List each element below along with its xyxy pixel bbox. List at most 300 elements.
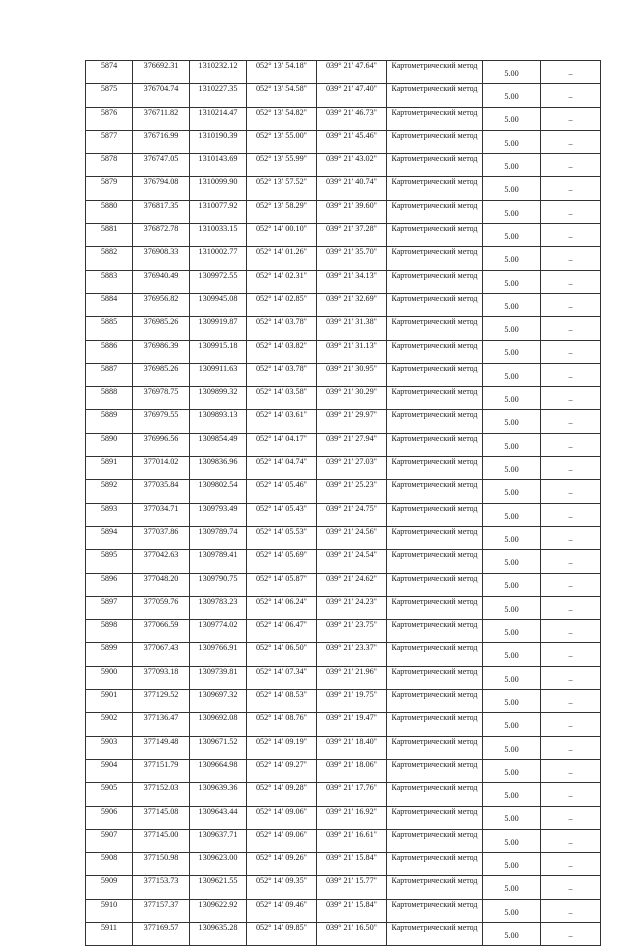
table-row <box>86 293 601 316</box>
longitude-cell: 039° 21' 25.23" <box>317 480 387 503</box>
table-row <box>86 922 601 945</box>
x-coordinate-cell: 377066.59 <box>133 620 190 643</box>
longitude-cell: 039° 21' 24.56" <box>317 526 387 549</box>
note-cell: – <box>541 573 601 596</box>
longitude-cell: 039° 21' 30.95" <box>317 363 387 386</box>
method-cell: Картометрический метод <box>387 130 483 153</box>
x-coordinate-cell: 377035.84 <box>133 480 190 503</box>
latitude-cell: 052° 14' 09.27" <box>247 759 317 782</box>
point-number-cell: 5879 <box>86 177 133 200</box>
note-cell: – <box>541 736 601 759</box>
method-cell: Картометрический метод <box>387 503 483 526</box>
table-row <box>86 783 601 806</box>
table-row <box>86 526 601 549</box>
latitude-cell: 052° 14' 09.35" <box>247 876 317 899</box>
x-coordinate-cell: 377150.98 <box>133 853 190 876</box>
latitude-cell: 052° 14' 03.78" <box>247 317 317 340</box>
table-row <box>86 457 601 480</box>
table-row <box>86 666 601 689</box>
accuracy-cell: 5.00 <box>483 457 541 480</box>
latitude-cell: 052° 13' 54.58" <box>247 84 317 107</box>
coordinates-table-body <box>86 61 601 946</box>
point-number-cell: 5885 <box>86 317 133 340</box>
y-coordinate-cell: 1309789.74 <box>190 526 247 549</box>
point-number-cell: 5898 <box>86 620 133 643</box>
accuracy-cell: 5.00 <box>483 200 541 223</box>
point-number-cell: 5876 <box>86 107 133 130</box>
latitude-cell: 052° 14' 07.34" <box>247 666 317 689</box>
longitude-cell: 039° 21' 23.37" <box>317 643 387 666</box>
accuracy-cell: 5.00 <box>483 666 541 689</box>
point-number-cell: 5908 <box>86 853 133 876</box>
note-cell: – <box>541 853 601 876</box>
point-number-cell: 5881 <box>86 224 133 247</box>
accuracy-cell: 5.00 <box>483 480 541 503</box>
point-number-cell: 5910 <box>86 899 133 922</box>
accuracy-cell: 5.00 <box>483 387 541 410</box>
table-row <box>86 713 601 736</box>
method-cell: Картометрический метод <box>387 899 483 922</box>
longitude-cell: 039° 21' 15.84" <box>317 853 387 876</box>
latitude-cell: 052° 14' 09.46" <box>247 899 317 922</box>
longitude-cell: 039° 21' 18.06" <box>317 759 387 782</box>
table-row <box>86 596 601 619</box>
latitude-cell: 052° 14' 03.78" <box>247 363 317 386</box>
x-coordinate-cell: 376985.26 <box>133 317 190 340</box>
point-number-cell: 5897 <box>86 596 133 619</box>
y-coordinate-cell: 1309697.32 <box>190 690 247 713</box>
note-cell: – <box>541 713 601 736</box>
latitude-cell: 052° 14' 08.53" <box>247 690 317 713</box>
note-cell: – <box>541 130 601 153</box>
point-number-cell: 5906 <box>86 806 133 829</box>
latitude-cell: 052° 14' 09.06" <box>247 829 317 852</box>
point-number-cell: 5911 <box>86 922 133 945</box>
point-number-cell: 5882 <box>86 247 133 270</box>
latitude-cell: 052° 13' 54.82" <box>247 107 317 130</box>
accuracy-cell: 5.00 <box>483 130 541 153</box>
latitude-cell: 052° 14' 01.26" <box>247 247 317 270</box>
table-row <box>86 177 601 200</box>
accuracy-cell: 5.00 <box>483 899 541 922</box>
point-number-cell: 5877 <box>86 130 133 153</box>
point-number-cell: 5905 <box>86 783 133 806</box>
accuracy-cell: 5.00 <box>483 829 541 852</box>
point-number-cell: 5878 <box>86 154 133 177</box>
x-coordinate-cell: 376956.82 <box>133 293 190 316</box>
method-cell: Картометрический метод <box>387 783 483 806</box>
accuracy-cell: 5.00 <box>483 690 541 713</box>
latitude-cell: 052° 14' 06.47" <box>247 620 317 643</box>
longitude-cell: 039° 21' 32.69" <box>317 293 387 316</box>
longitude-cell: 039° 21' 47.64" <box>317 61 387 84</box>
y-coordinate-cell: 1309664.98 <box>190 759 247 782</box>
x-coordinate-cell: 376978.75 <box>133 387 190 410</box>
table-row <box>86 107 601 130</box>
table-row <box>86 759 601 782</box>
table-row <box>86 154 601 177</box>
longitude-cell: 039° 21' 24.54" <box>317 550 387 573</box>
x-coordinate-cell: 376704.74 <box>133 84 190 107</box>
latitude-cell: 052° 14' 03.58" <box>247 387 317 410</box>
longitude-cell: 039° 21' 21.96" <box>317 666 387 689</box>
table-row <box>86 853 601 876</box>
coordinates-table <box>85 60 601 946</box>
note-cell: – <box>541 433 601 456</box>
note-cell: – <box>541 457 601 480</box>
accuracy-cell: 5.00 <box>483 526 541 549</box>
note-cell: – <box>541 666 601 689</box>
y-coordinate-cell: 1309836.96 <box>190 457 247 480</box>
point-number-cell: 5901 <box>86 690 133 713</box>
point-number-cell: 5883 <box>86 270 133 293</box>
method-cell: Картометрический метод <box>387 410 483 433</box>
longitude-cell: 039° 21' 23.75" <box>317 620 387 643</box>
note-cell: – <box>541 899 601 922</box>
latitude-cell: 052° 14' 05.53" <box>247 526 317 549</box>
method-cell: Картометрический метод <box>387 550 483 573</box>
note-cell: – <box>541 387 601 410</box>
latitude-cell: 052° 14' 03.82" <box>247 340 317 363</box>
method-cell: Картометрический метод <box>387 387 483 410</box>
note-cell: – <box>541 526 601 549</box>
note-cell: – <box>541 480 601 503</box>
point-number-cell: 5887 <box>86 363 133 386</box>
method-cell: Картометрический метод <box>387 340 483 363</box>
table-row <box>86 899 601 922</box>
x-coordinate-cell: 377145.00 <box>133 829 190 852</box>
point-number-cell: 5892 <box>86 480 133 503</box>
table-row <box>86 410 601 433</box>
latitude-cell: 052° 13' 54.18" <box>247 61 317 84</box>
longitude-cell: 039° 21' 18.40" <box>317 736 387 759</box>
point-number-cell: 5907 <box>86 829 133 852</box>
longitude-cell: 039° 21' 16.92" <box>317 806 387 829</box>
accuracy-cell: 5.00 <box>483 247 541 270</box>
latitude-cell: 052° 14' 08.76" <box>247 713 317 736</box>
latitude-cell: 052° 14' 09.19" <box>247 736 317 759</box>
note-cell: – <box>541 829 601 852</box>
note-cell: – <box>541 363 601 386</box>
table-row <box>86 387 601 410</box>
accuracy-cell: 5.00 <box>483 107 541 130</box>
note-cell: – <box>541 643 601 666</box>
table-row <box>86 224 601 247</box>
note-cell: – <box>541 759 601 782</box>
note-cell: – <box>541 806 601 829</box>
x-coordinate-cell: 377129.52 <box>133 690 190 713</box>
y-coordinate-cell: 1309766.91 <box>190 643 247 666</box>
table-row <box>86 247 601 270</box>
longitude-cell: 039° 21' 37.28" <box>317 224 387 247</box>
accuracy-cell: 5.00 <box>483 503 541 526</box>
longitude-cell: 039° 21' 34.13" <box>317 270 387 293</box>
table-row <box>86 317 601 340</box>
x-coordinate-cell: 376711.82 <box>133 107 190 130</box>
point-number-cell: 5890 <box>86 433 133 456</box>
point-number-cell: 5875 <box>86 84 133 107</box>
longitude-cell: 039° 21' 35.70" <box>317 247 387 270</box>
accuracy-cell: 5.00 <box>483 876 541 899</box>
x-coordinate-cell: 377152.03 <box>133 783 190 806</box>
method-cell: Картометрический метод <box>387 573 483 596</box>
x-coordinate-cell: 377145.08 <box>133 806 190 829</box>
y-coordinate-cell: 1309643.44 <box>190 806 247 829</box>
y-coordinate-cell: 1309919.87 <box>190 317 247 340</box>
y-coordinate-cell: 1310002.77 <box>190 247 247 270</box>
note-cell: – <box>541 177 601 200</box>
accuracy-cell: 5.00 <box>483 363 541 386</box>
accuracy-cell: 5.00 <box>483 317 541 340</box>
note-cell: – <box>541 224 601 247</box>
latitude-cell: 052° 14' 03.61" <box>247 410 317 433</box>
y-coordinate-cell: 1309790.75 <box>190 573 247 596</box>
x-coordinate-cell: 377157.37 <box>133 899 190 922</box>
table-row <box>86 200 601 223</box>
y-coordinate-cell: 1310143.69 <box>190 154 247 177</box>
table-row <box>86 433 601 456</box>
latitude-cell: 052° 14' 05.46" <box>247 480 317 503</box>
method-cell: Картометрический метод <box>387 643 483 666</box>
y-coordinate-cell: 1309789.41 <box>190 550 247 573</box>
method-cell: Картометрический метод <box>387 922 483 945</box>
table-row <box>86 340 601 363</box>
x-coordinate-cell: 377153.73 <box>133 876 190 899</box>
y-coordinate-cell: 1310232.12 <box>190 61 247 84</box>
y-coordinate-cell: 1309692.08 <box>190 713 247 736</box>
method-cell: Картометрический метод <box>387 200 483 223</box>
note-cell: – <box>541 596 601 619</box>
longitude-cell: 039° 21' 19.75" <box>317 690 387 713</box>
y-coordinate-cell: 1310214.47 <box>190 107 247 130</box>
x-coordinate-cell: 376979.55 <box>133 410 190 433</box>
x-coordinate-cell: 377169.57 <box>133 922 190 945</box>
y-coordinate-cell: 1309854.49 <box>190 433 247 456</box>
method-cell: Картометрический метод <box>387 433 483 456</box>
table-row <box>86 550 601 573</box>
accuracy-cell: 5.00 <box>483 573 541 596</box>
point-number-cell: 5874 <box>86 61 133 84</box>
latitude-cell: 052° 14' 09.28" <box>247 783 317 806</box>
accuracy-cell: 5.00 <box>483 154 541 177</box>
x-coordinate-cell: 377093.18 <box>133 666 190 689</box>
x-coordinate-cell: 377067.43 <box>133 643 190 666</box>
note-cell: – <box>541 84 601 107</box>
y-coordinate-cell: 1309635.28 <box>190 922 247 945</box>
table-row <box>86 643 601 666</box>
note-cell: – <box>541 154 601 177</box>
accuracy-cell: 5.00 <box>483 84 541 107</box>
x-coordinate-cell: 376872.78 <box>133 224 190 247</box>
point-number-cell: 5888 <box>86 387 133 410</box>
x-coordinate-cell: 376716.99 <box>133 130 190 153</box>
point-number-cell: 5884 <box>86 293 133 316</box>
note-cell: – <box>541 550 601 573</box>
point-number-cell: 5896 <box>86 573 133 596</box>
longitude-cell: 039° 21' 17.76" <box>317 783 387 806</box>
latitude-cell: 052° 14' 02.85" <box>247 293 317 316</box>
method-cell: Картометрический метод <box>387 690 483 713</box>
method-cell: Картометрический метод <box>387 666 483 689</box>
x-coordinate-cell: 376794.08 <box>133 177 190 200</box>
point-number-cell: 5904 <box>86 759 133 782</box>
y-coordinate-cell: 1310033.15 <box>190 224 247 247</box>
x-coordinate-cell: 377059.76 <box>133 596 190 619</box>
accuracy-cell: 5.00 <box>483 713 541 736</box>
y-coordinate-cell: 1309671.52 <box>190 736 247 759</box>
x-coordinate-cell: 377136.47 <box>133 713 190 736</box>
note-cell: – <box>541 340 601 363</box>
longitude-cell: 039° 21' 40.74" <box>317 177 387 200</box>
accuracy-cell: 5.00 <box>483 550 541 573</box>
note-cell: – <box>541 107 601 130</box>
method-cell: Картометрический метод <box>387 270 483 293</box>
latitude-cell: 052° 14' 06.24" <box>247 596 317 619</box>
longitude-cell: 039° 21' 19.47" <box>317 713 387 736</box>
table-row <box>86 480 601 503</box>
note-cell: – <box>541 247 601 270</box>
x-coordinate-cell: 376985.26 <box>133 363 190 386</box>
accuracy-cell: 5.00 <box>483 340 541 363</box>
method-cell: Картометрический метод <box>387 526 483 549</box>
x-coordinate-cell: 377014.02 <box>133 457 190 480</box>
latitude-cell: 052° 14' 04.17" <box>247 433 317 456</box>
method-cell: Картометрический метод <box>387 317 483 340</box>
accuracy-cell: 5.00 <box>483 783 541 806</box>
x-coordinate-cell: 376996.56 <box>133 433 190 456</box>
y-coordinate-cell: 1309774.02 <box>190 620 247 643</box>
method-cell: Картометрический метод <box>387 177 483 200</box>
longitude-cell: 039° 21' 45.46" <box>317 130 387 153</box>
method-cell: Картометрический метод <box>387 713 483 736</box>
y-coordinate-cell: 1309739.81 <box>190 666 247 689</box>
latitude-cell: 052° 14' 02.31" <box>247 270 317 293</box>
method-cell: Картометрический метод <box>387 363 483 386</box>
accuracy-cell: 5.00 <box>483 224 541 247</box>
longitude-cell: 039° 21' 24.75" <box>317 503 387 526</box>
point-number-cell: 5900 <box>86 666 133 689</box>
point-number-cell: 5894 <box>86 526 133 549</box>
x-coordinate-cell: 376986.39 <box>133 340 190 363</box>
x-coordinate-cell: 377034.71 <box>133 503 190 526</box>
method-cell: Картометрический метод <box>387 154 483 177</box>
y-coordinate-cell: 1309793.49 <box>190 503 247 526</box>
y-coordinate-cell: 1309915.18 <box>190 340 247 363</box>
point-number-cell: 5903 <box>86 736 133 759</box>
y-coordinate-cell: 1309639.36 <box>190 783 247 806</box>
longitude-cell: 039° 21' 46.73" <box>317 107 387 130</box>
longitude-cell: 039° 21' 15.77" <box>317 876 387 899</box>
accuracy-cell: 5.00 <box>483 410 541 433</box>
longitude-cell: 039° 21' 31.13" <box>317 340 387 363</box>
longitude-cell: 039° 21' 31.38" <box>317 317 387 340</box>
accuracy-cell: 5.00 <box>483 293 541 316</box>
latitude-cell: 052° 14' 05.43" <box>247 503 317 526</box>
accuracy-cell: 5.00 <box>483 759 541 782</box>
y-coordinate-cell: 1309802.54 <box>190 480 247 503</box>
latitude-cell: 052° 14' 09.85" <box>247 922 317 945</box>
accuracy-cell: 5.00 <box>483 61 541 84</box>
accuracy-cell: 5.00 <box>483 620 541 643</box>
method-cell: Картометрический метод <box>387 480 483 503</box>
latitude-cell: 052° 14' 00.10" <box>247 224 317 247</box>
x-coordinate-cell: 377149.48 <box>133 736 190 759</box>
y-coordinate-cell: 1309972.55 <box>190 270 247 293</box>
x-coordinate-cell: 377048.20 <box>133 573 190 596</box>
point-number-cell: 5902 <box>86 713 133 736</box>
method-cell: Картометрический метод <box>387 61 483 84</box>
accuracy-cell: 5.00 <box>483 270 541 293</box>
method-cell: Картометрический метод <box>387 247 483 270</box>
longitude-cell: 039° 21' 27.94" <box>317 433 387 456</box>
point-number-cell: 5880 <box>86 200 133 223</box>
y-coordinate-cell: 1309899.32 <box>190 387 247 410</box>
method-cell: Картометрический метод <box>387 84 483 107</box>
method-cell: Картометрический метод <box>387 107 483 130</box>
y-coordinate-cell: 1309621.55 <box>190 876 247 899</box>
y-coordinate-cell: 1309945.08 <box>190 293 247 316</box>
method-cell: Картометрический метод <box>387 829 483 852</box>
note-cell: – <box>541 503 601 526</box>
longitude-cell: 039° 21' 16.50" <box>317 922 387 945</box>
x-coordinate-cell: 376817.35 <box>133 200 190 223</box>
longitude-cell: 039° 21' 39.60" <box>317 200 387 223</box>
accuracy-cell: 5.00 <box>483 806 541 829</box>
y-coordinate-cell: 1309911.63 <box>190 363 247 386</box>
table-row <box>86 736 601 759</box>
accuracy-cell: 5.00 <box>483 596 541 619</box>
note-cell: – <box>541 317 601 340</box>
accuracy-cell: 5.00 <box>483 643 541 666</box>
method-cell: Картометрический метод <box>387 876 483 899</box>
accuracy-cell: 5.00 <box>483 853 541 876</box>
x-coordinate-cell: 376747.05 <box>133 154 190 177</box>
latitude-cell: 052° 14' 05.87" <box>247 573 317 596</box>
y-coordinate-cell: 1310190.39 <box>190 130 247 153</box>
table-row <box>86 84 601 107</box>
point-number-cell: 5895 <box>86 550 133 573</box>
point-number-cell: 5909 <box>86 876 133 899</box>
x-coordinate-cell: 376908.33 <box>133 247 190 270</box>
coordinates-document <box>85 60 600 946</box>
latitude-cell: 052° 14' 09.06" <box>247 806 317 829</box>
table-row <box>86 573 601 596</box>
y-coordinate-cell: 1310227.35 <box>190 84 247 107</box>
point-number-cell: 5891 <box>86 457 133 480</box>
note-cell: – <box>541 293 601 316</box>
table-row <box>86 806 601 829</box>
latitude-cell: 052° 14' 09.26" <box>247 853 317 876</box>
y-coordinate-cell: 1309623.00 <box>190 853 247 876</box>
longitude-cell: 039° 21' 29.97" <box>317 410 387 433</box>
x-coordinate-cell: 376940.49 <box>133 270 190 293</box>
longitude-cell: 039° 21' 30.29" <box>317 387 387 410</box>
longitude-cell: 039° 21' 24.23" <box>317 596 387 619</box>
point-number-cell: 5899 <box>86 643 133 666</box>
x-coordinate-cell: 377151.79 <box>133 759 190 782</box>
x-coordinate-cell: 376692.31 <box>133 61 190 84</box>
note-cell: – <box>541 200 601 223</box>
accuracy-cell: 5.00 <box>483 433 541 456</box>
y-coordinate-cell: 1309637.71 <box>190 829 247 852</box>
note-cell: – <box>541 270 601 293</box>
y-coordinate-cell: 1310099.90 <box>190 177 247 200</box>
note-cell: – <box>541 783 601 806</box>
latitude-cell: 052° 14' 04.74" <box>247 457 317 480</box>
method-cell: Картометрический метод <box>387 759 483 782</box>
table-row <box>86 363 601 386</box>
note-cell: – <box>541 410 601 433</box>
